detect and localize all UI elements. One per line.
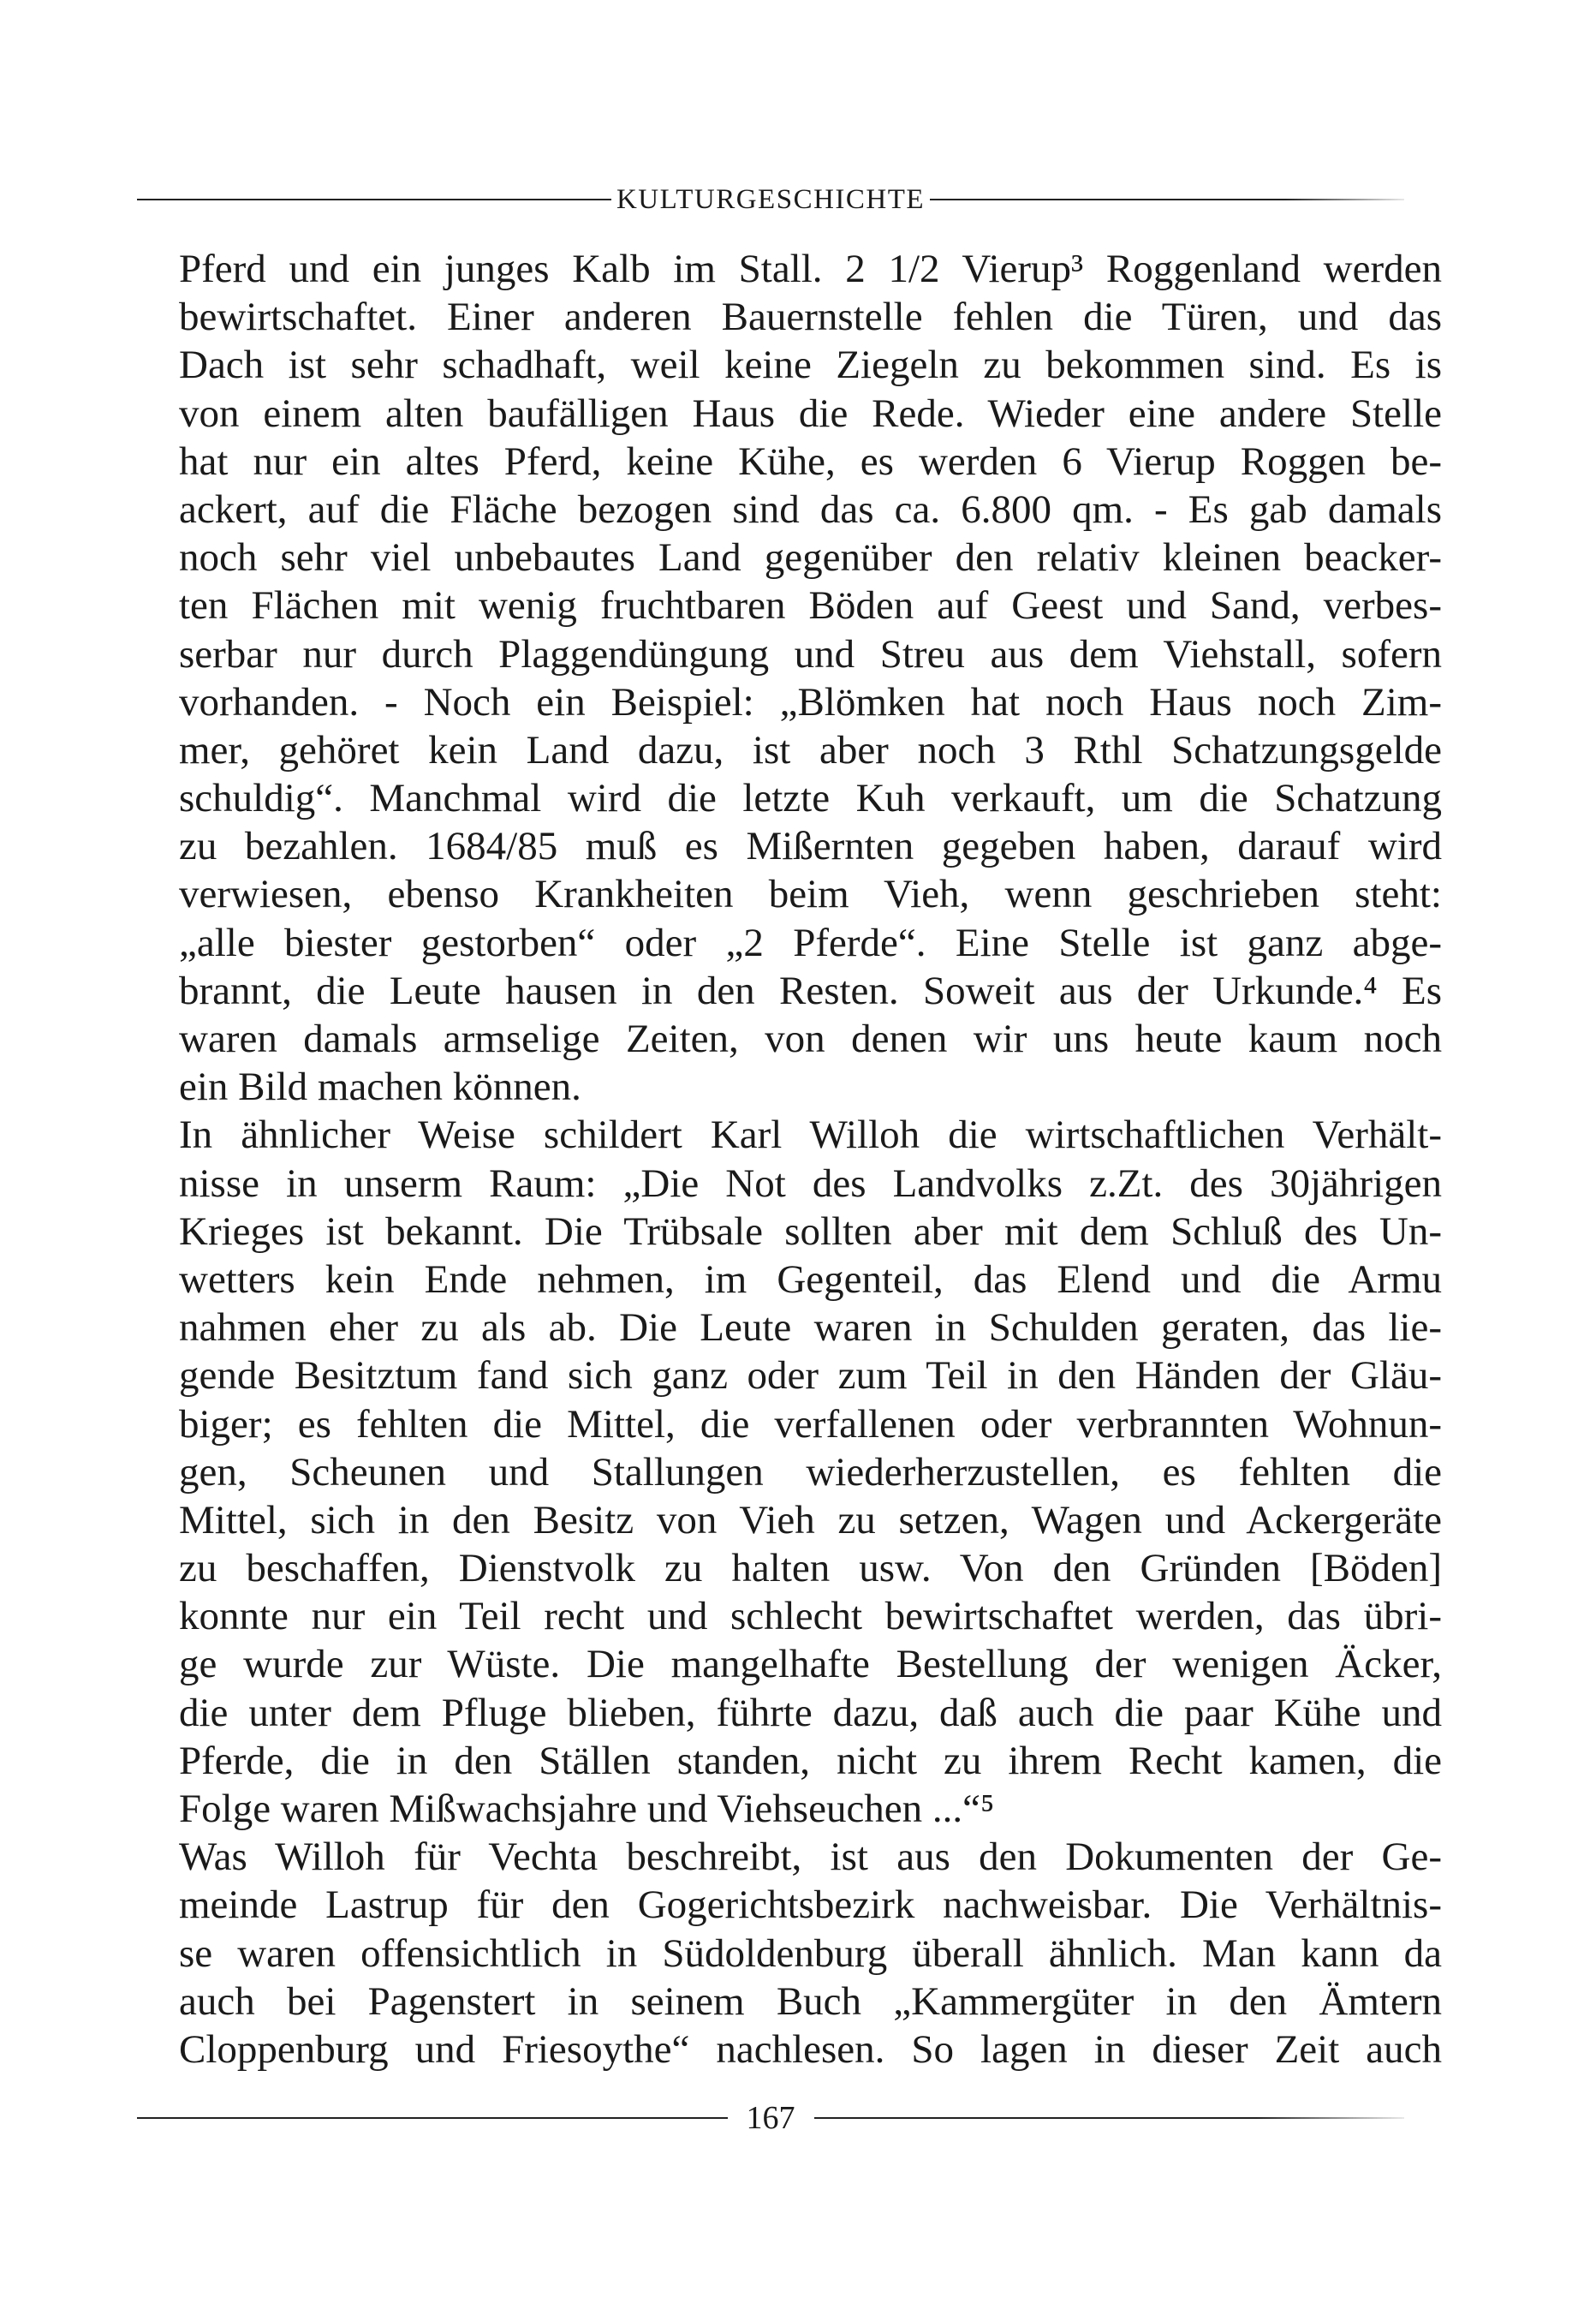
text-line: konnte nur ein Teil recht und schlecht bewirtschaftet werden, das übri- <box>179 1594 1442 1639</box>
text-line: Pferd und ein junges Kalb im Stall. 2 1/2 Vierup³ Roggenland werden <box>179 247 1442 291</box>
text-line: nisse in unserm Raum: „Die Not des Landvolks z.Zt. des 30jährigen <box>179 1160 1442 1206</box>
text-line: ein Bild machen können. <box>179 1065 581 1110</box>
header-title: KULTURGESCHICHTE <box>616 183 926 215</box>
text-line: noch sehr viel unbebautes Land gegenüber den relativ kleinen beacker- <box>179 535 1442 581</box>
text-line: von einem alten baufälligen Haus die Rede. Wieder eine andere Stelle <box>179 391 1442 436</box>
text-line: die unter dem Pfluge blieben, führte dazu, daß auch die paar Kühe und <box>179 1690 1442 1735</box>
text-line: verwiesen, ebenso Krankheiten beim Vieh, wenn geschrieben steht: <box>179 872 1442 917</box>
footer-rule-left <box>137 2117 728 2119</box>
text-line: vorhanden. - Noch ein Beispiel: „Blömken hat noch Haus noch Zim- <box>179 679 1442 725</box>
text-line: In ähnlicher Weise schildert Karl Willoh die wirtschaftlichen Verhält- <box>179 1113 1442 1158</box>
text-line: hat nur ein altes Pferd, keine Kühe, es werden 6 Vierup Roggen be- <box>179 439 1442 484</box>
text-line: brannt, die Leute hausen in den Resten. Soweit aus der Urkunde.⁴ Es <box>179 968 1442 1013</box>
text-line: Mittel, sich in den Besitz von Vieh zu setzen, Wagen und Ackergeräte <box>179 1497 1442 1542</box>
footer-rule-right <box>814 2117 1405 2119</box>
text-line: schuldig“. Manchmal wird die letzte Kuh verkauft, um die Schatzung <box>179 776 1442 821</box>
text-line: meinde Lastrup für den Gogerichtsbezirk nachweisbar. Die Verhältnis- <box>179 1882 1442 1928</box>
text-line: mer, gehöret kein Land dazu, ist aber noch 3 Rthl Schatzungsgelde <box>179 727 1442 773</box>
header-rule-left <box>137 199 611 200</box>
text-line: Krieges ist bekannt. Die Trübsale sollten aber mit dem Schluß des Un- <box>179 1208 1442 1254</box>
text-line: gen, Scheunen und Stallungen wiederherzustellen, es fehlten die <box>179 1449 1442 1495</box>
text-line: Dach ist sehr schadhaft, weil keine Ziegeln zu bekommen sind. Es is <box>179 343 1442 388</box>
text-line: ge wurde zur Wüste. Die mangelhafte Bestellung der wenigen Äcker, <box>179 1642 1442 1687</box>
page-footer <box>137 2097 1404 2139</box>
text-line: zu beschaffen, Dienstvolk zu halten usw. Von den Gründen [Böden] <box>179 1546 1442 1591</box>
page-number: 167 <box>746 2100 795 2136</box>
text-line: serbar nur durch Plaggendüngung und Streu aus dem Viehstall, sofern <box>179 631 1442 677</box>
text-line: gende Besitztum fand sich ganz oder zum Teil in den Händen der Gläu- <box>179 1353 1442 1399</box>
text-line: auch bei Pagenstert in seinem Buch „Kammergüter in den Ämtern <box>179 1978 1442 2024</box>
text-line: biger; es fehlten die Mittel, die verfallenen oder verbrannten Wohnun- <box>179 1401 1442 1447</box>
text-line: zu bezahlen. 1684/85 muß es Mißernten gegeben haben, darauf wird <box>179 824 1442 869</box>
text-line: Was Willoh für Vechta beschreibt, ist aus den Dokumenten der Ge- <box>179 1835 1442 1880</box>
text-line: Cloppenburg und Friesoythe“ nachlesen. So lagen in dieser Zeit auch <box>179 2026 1442 2072</box>
text-line: waren damals armselige Zeiten, von denen wir uns heute kaum noch <box>179 1017 1442 1061</box>
text-line: ackert, auf die Fläche bezogen sind das ca. 6.800 qm. - Es gab damals <box>179 486 1442 532</box>
text-line: bewirtschaftet. Einer anderen Bauernstelle fehlen die Türen, und das <box>179 295 1442 340</box>
text-line: se waren offensichtlich in Südoldenburg überall ähnlich. Man kann da <box>179 1930 1442 1976</box>
text-line: ten Flächen mit wenig fruchtbaren Böden auf Geest und Sand, verbes- <box>179 583 1442 629</box>
text-line: nahmen eher zu als ab. Die Leute waren in Schulden geraten, das lie- <box>179 1305 1442 1351</box>
text-line: wetters kein Ende nehmen, im Gegenteil, das Elend und die Armu <box>179 1256 1442 1302</box>
text-line: „alle biester gestorben“ oder „2 Pferde“. Eine Stelle ist ganz abge- <box>179 920 1442 965</box>
header-rule-right <box>930 199 1404 200</box>
body-text <box>179 245 1442 2073</box>
running-header <box>137 178 1404 221</box>
text-line: Folge waren Mißwachsjahre und Viehseuchen ...“⁵ <box>179 1787 995 1831</box>
text-line: Pferde, die in den Ställen standen, nicht zu ihrem Recht kamen, die <box>179 1738 1442 1783</box>
